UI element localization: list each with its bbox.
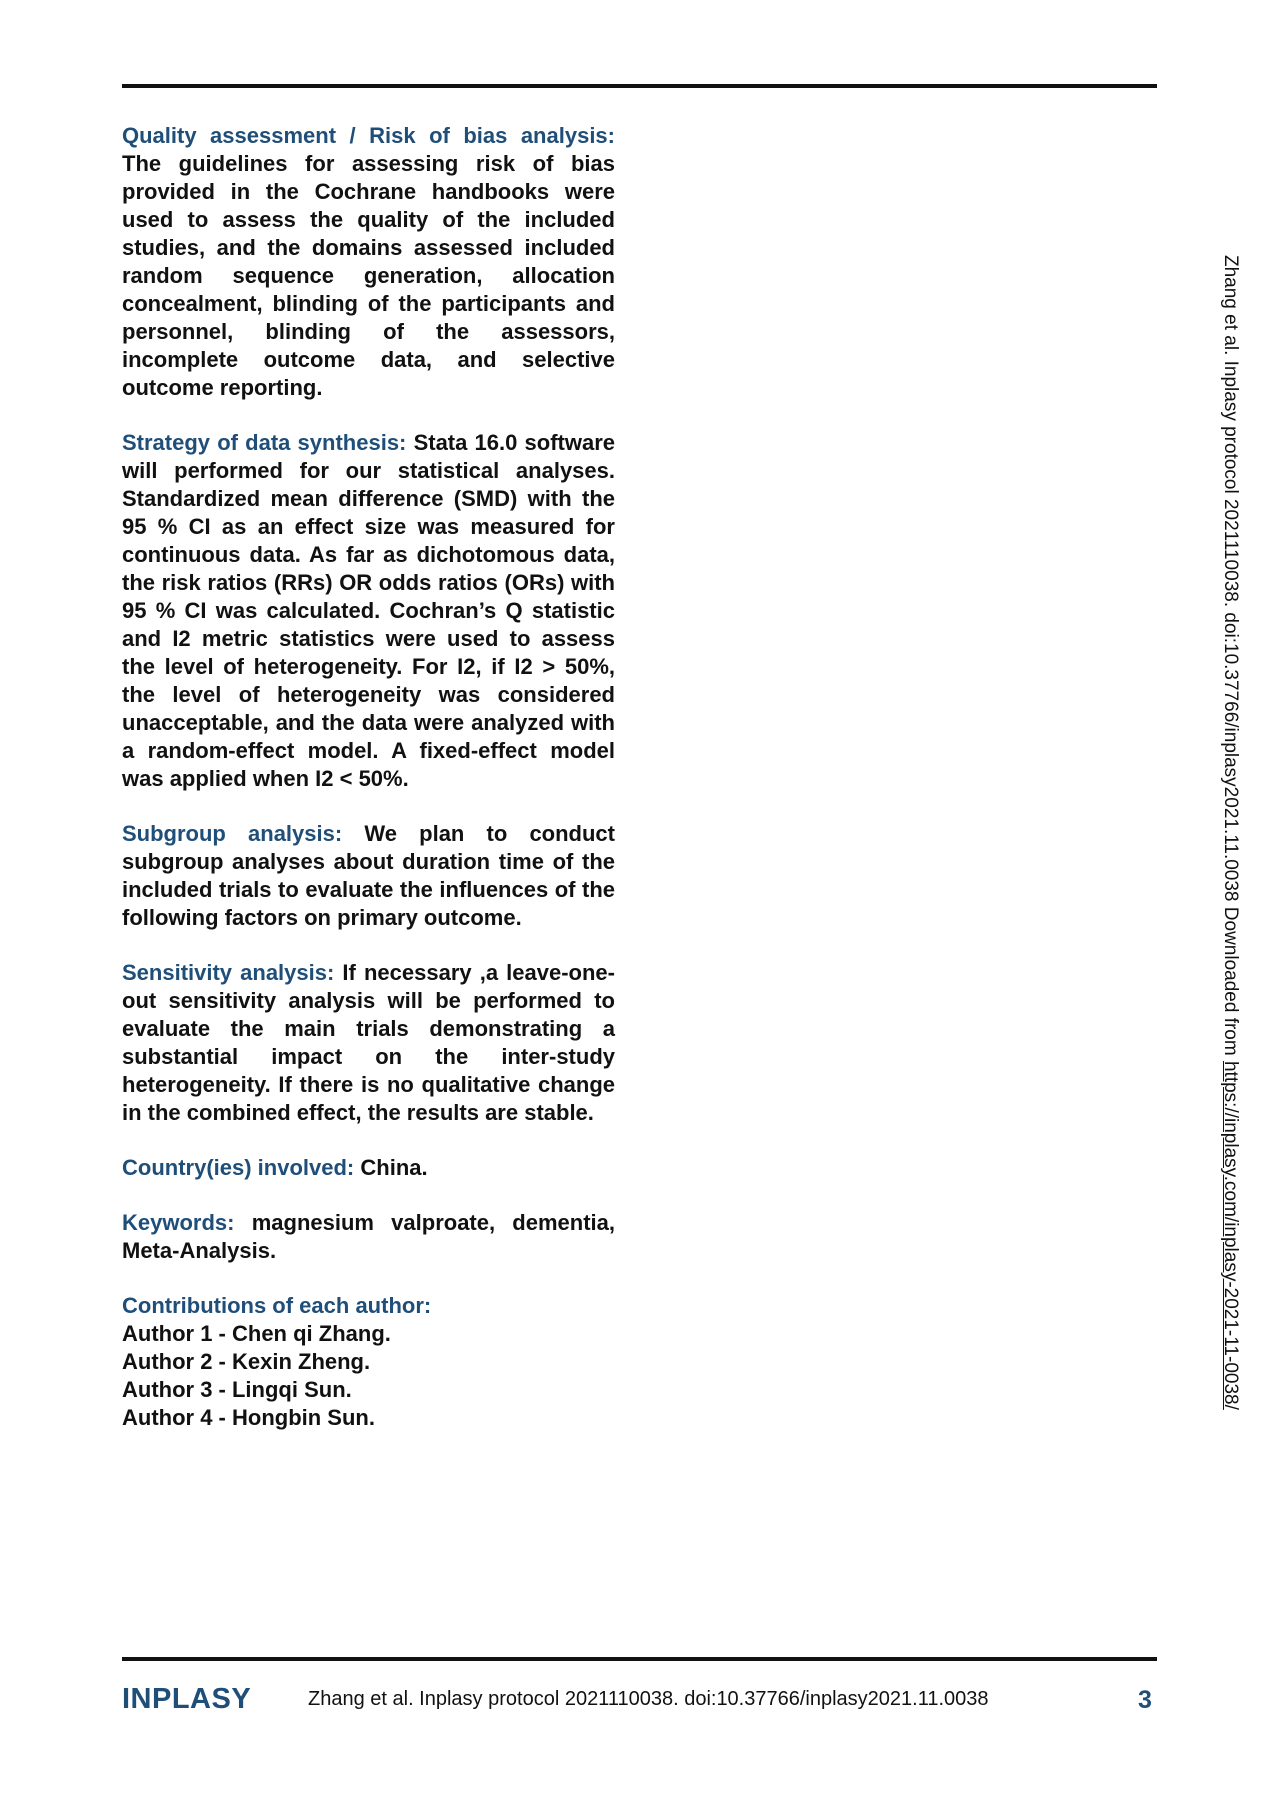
section-heading: Subgroup analysis:	[122, 821, 343, 846]
author-line: Author 3 - Lingqi Sun.	[122, 1377, 352, 1402]
author-line: Author 4 - Hongbin Sun.	[122, 1405, 375, 1430]
section-body: Stata 16.0 software will performed for our statistical analyses. Standardized mean difference (SMD) with the 95 % CI as an effect size was measured for continuous data. As far as dichotomous data, the risk ratios (RRs) OR odds ratios (ORs) with 95 % CI was calculated. Cochran’s Q statistic and I2 metric statistics were used to assess the level of heterogeneity. For I2, if I2 > 50%, the level of heterogeneity was considered unacceptable, and the data were analyzed with a random-effect model. A fixed-effect model was applied when I2 < 50%.	[122, 430, 615, 791]
footer-citation: Zhang et al. Inplasy protocol 2021110038. doi:10.37766/inplasy2021.11.0038	[308, 1688, 989, 1710]
subgroup-analysis-section	[122, 820, 615, 932]
download-watermark	[1219, 255, 1241, 1410]
sensitivity-analysis-section	[122, 959, 615, 1127]
section-body: China.	[360, 1155, 428, 1180]
keywords-section	[122, 1209, 615, 1265]
author-line: Author 2 - Kexin Zheng.	[122, 1349, 371, 1374]
footer-brand: INPLASY	[122, 1683, 252, 1715]
quality-assessment-section	[122, 122, 615, 402]
section-body: magnesium valproate, dementia, Meta-Analysis.	[122, 1210, 615, 1263]
bottom-rule	[122, 1657, 1157, 1661]
download-link[interactable]: https://inplasy.com/inplasy-2021-11-0038/	[1220, 1060, 1241, 1410]
section-heading: Strategy of data synthesis:	[122, 430, 407, 455]
author-line: Author 1 - Chen qi Zhang.	[122, 1321, 391, 1346]
contributions-section	[122, 1292, 615, 1432]
section-heading: Quality assessment / Risk of bias analysis:	[122, 123, 615, 148]
section-heading: Keywords:	[122, 1210, 235, 1235]
top-rule	[122, 84, 1157, 88]
section-heading: Country(ies) involved:	[122, 1155, 355, 1180]
section-body: If necessary ,a leave-one-out sensitivity analysis will be performed to evaluate the main trials demonstrating a substantial impact on the inter-study heterogeneity. If there is no qualitative change in the combined effect, the results are stable.	[122, 960, 615, 1125]
section-body: The guidelines for assessing risk of bias provided in the Cochrane handbooks were used to assess the quality of the included studies, and the domains assessed included random sequence generation, allocation concealment, blinding of the participants and personnel, blinding of the assessors, incomplete outcome data, and selective outcome reporting.	[122, 151, 615, 400]
main-column	[122, 122, 615, 1432]
data-synthesis-section	[122, 429, 615, 793]
country-section	[122, 1154, 615, 1182]
section-body: We plan to conduct subgroup analyses about duration time of the included trials to evaluate the influences of the following factors on primary outcome.	[122, 821, 615, 930]
contributions-heading: Contributions of each author:	[122, 1293, 432, 1318]
section-heading: Sensitivity analysis:	[122, 960, 335, 985]
watermark-text: Zhang et al. Inplasy protocol 2021110038. doi:10.37766/inplasy2021.11.0038 Downloaded from	[1220, 255, 1241, 1061]
page-number: 3	[1138, 1686, 1152, 1714]
